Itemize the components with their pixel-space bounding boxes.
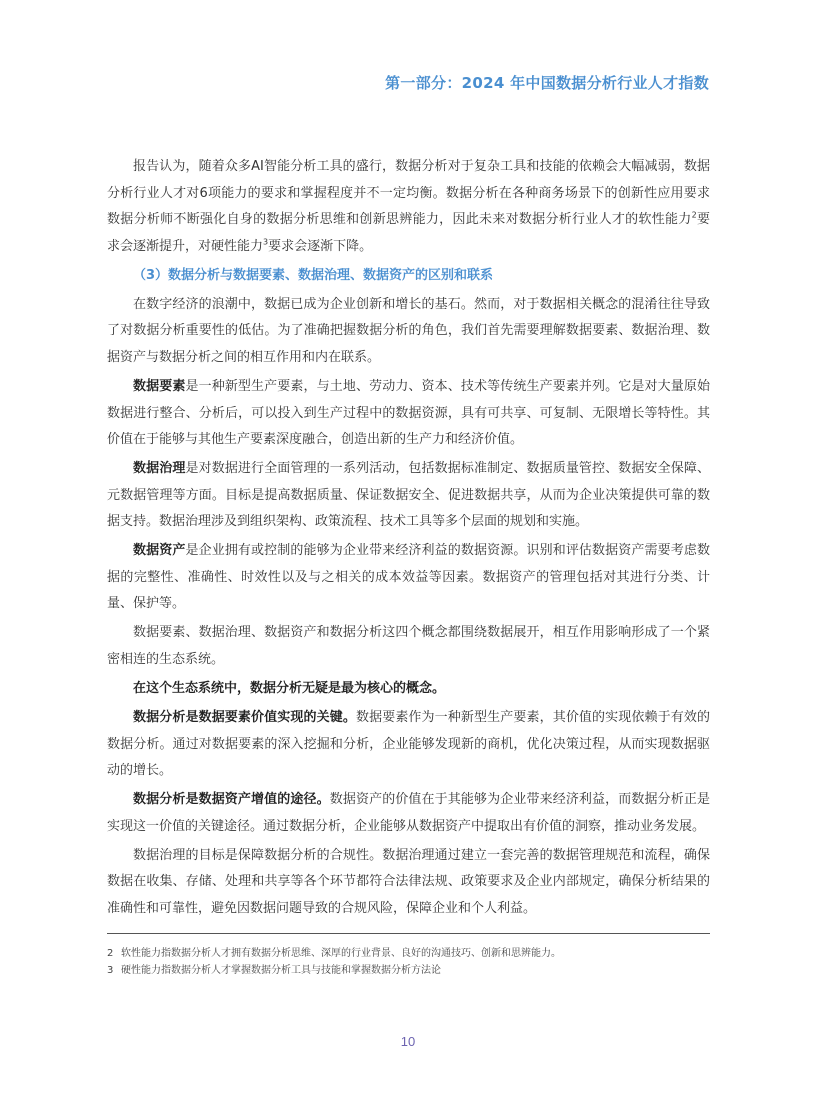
section-subheading: （3）数据分析与数据要素、数据治理、数据资产的区别和联系	[133, 267, 494, 283]
paragraph-data-elements	[107, 374, 710, 454]
value-realization-text: 数据要素作为一种新型生产要素，其价值的实现依赖于有效的数据分析。通过对数据要素的深入挖掘和分析，企业能够发现新的商机，优化决策过程，从而实现数据驱动的增长。	[107, 710, 710, 779]
footnote-divider	[107, 933, 710, 934]
paragraph-asset-appreciation	[107, 787, 710, 840]
data-governance-text: 是对数据进行全面管理的一系列活动，包括数据标准制定、数据质量管控、数据安全保障、元数据管理等方面。目标是提高数据质量、保证数据安全、促进数据共享，从而为企业决策提供可靠的数据支持。数据治理涉及到组织架构、政策流程、技术工具等多个层面的规划和实施。	[107, 461, 710, 530]
footnote-3	[107, 962, 710, 979]
paragraph-governance-compliance: 数据治理的目标是保障数据分析的合规性。数据治理通过建立一套完善的数据管理规范和流程，确保数据在收集、存储、处理和共享等各个环节都符合法律法规、政策要求及企业内部规定，确保分析结果的准确性和可靠性，避免因数据问题导致的合规风险，保障企业和个人利益。	[107, 847, 710, 916]
footnote-number: 3	[107, 965, 114, 976]
data-assets-text: 是企业拥有或控制的能够为企业带来经济利益的数据资源。识别和评估数据资产需要考虑数据的完整性、准确性、时效性以及与之相关的成本效益等因素。数据资产的管理包括对其进行分类、计量、保护等。	[107, 543, 710, 612]
main-content	[107, 154, 710, 925]
paragraph-core-concept: 在这个生态系统中，数据分析无疑是最为核心的概念。	[133, 681, 446, 697]
footnote-ref-3[interactable]: 3	[263, 237, 269, 247]
term-data-assets: 数据资产	[133, 543, 186, 559]
paragraph-intro	[107, 154, 710, 260]
data-elements-text: 是一种新型生产要素，与土地、劳动力、资本、技术等传统生产要素并列。它是对大量原始数据进行整合、分析后，可以投入到生产过程中的数据资源，具有可共享、可复制、无限增长等特性。其价值在于能够与其他生产要素深度融合，创造出新的生产力和经济价值。	[107, 378, 710, 448]
paragraph-value-realization	[107, 705, 710, 785]
paragraph-ecosystem: 数据要素、数据治理、数据资产和数据分析这四个概念都围绕数据展开，相互作用影响形成了一个紧密相连的生态系统。	[107, 625, 710, 668]
term-data-governance: 数据治理	[133, 461, 186, 477]
term-data-elements: 数据要素	[133, 378, 186, 394]
paragraph-data-assets	[107, 538, 710, 618]
section-header: 第一部分：2024 年中国数据分析行业人才指数	[385, 74, 709, 92]
claim-asset-appreciation: 数据分析是数据资产增值的途径。	[133, 792, 330, 808]
intro-text-c: 要求会逐渐下降。	[268, 238, 373, 254]
asset-appreciation-text: 数据资产的价值在于其能够为企业带来经济利益，而数据分析正是实现这一价值的关键途径。通过数据分析，企业能够从数据资产中提取出有价值的洞察，推动业务发展。	[107, 792, 710, 834]
footnote-text: 硬性能力指数据分析人才掌握数据分析工具与技能和掌握数据分析方法论	[121, 965, 441, 976]
intro-text-a: 报告认为，随着众多AI智能分析工具的盛行，数据分析对于复杂工具和技能的依赖会大幅减弱，数据分析行业人才对6项能力的要求和掌握程度并不一定均衡。数据分析在各种商务场景下的创新性应用要求数据分析师不断强化自身的数据分析思维和创新思辨能力，因此未来对数据分析行业人才的软性能力	[107, 159, 710, 228]
footnote-2	[107, 945, 710, 962]
footnote-text: 软性能力指数据分析人才拥有数据分析思维、深厚的行业背景、良好的沟通技巧、创新和思辨能力。	[121, 948, 561, 959]
paragraph-context: 在数字经济的浪潮中，数据已成为企业创新和增长的基石。然而，对于数据相关概念的混淆往往导致了对数据分析重要性的低估。为了准确把握数据分析的角色，我们首先需要理解数据要素、数据治理、数据资产与数据分析之间的相互作用和内在联系。	[107, 296, 710, 365]
claim-value-realization: 数据分析是数据要素价值实现的关键。	[133, 710, 356, 725]
footnote-number: 2	[107, 948, 114, 959]
page-number: 10	[400, 1034, 416, 1049]
footnote-ref-2[interactable]: 2	[691, 210, 697, 220]
footnotes	[107, 945, 710, 979]
intro-text-b: 要求会逐渐提升，对硬性能力	[107, 212, 710, 254]
paragraph-data-governance	[107, 456, 710, 536]
